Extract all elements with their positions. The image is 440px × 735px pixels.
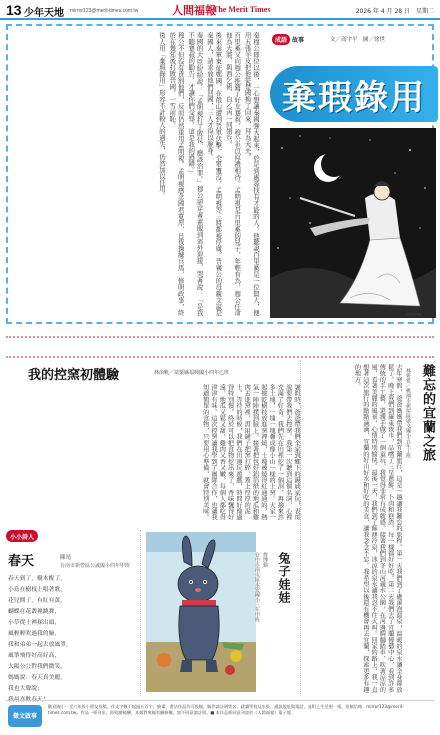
poem-line: 太陽公公對我們微笑， [8, 664, 66, 670]
drawing-author: 詹博倫 [262, 552, 268, 567]
story-paragraph: 百里奚又向穆公推薦了好友蹇叔，穆公也以厚禮相待。孟明視是百里奚的兒子，年輕有為，穆公任命他為大將，與西乞術、白乙丙一同領兵。 [224, 32, 242, 316]
category-chip: 成語 [272, 34, 290, 45]
essay-body: 去年寒假，爸爸媽媽帶我們到宜蘭旅行，這是一趟讓我難忘的旅程。第一天我們到了礁溪泡溫泉，溫暖的泉水讓全身都放鬆了。晚上我們到羅東夜市，品嚐了三星蔥餅、卜肉和糕渣，每一樣都好好吃。第二天我們去了宜蘭傳藝中心，看到許多傳統的手工藝，還親手做了一個童玩，我覺得非常有成就感。接著我們到冬山河親水公園，在河邊騎腳踏車，吹著涼涼的風，看著美麗的風景，心情特別愉快。最後一天，我們到了蘇澳冷泉，冰涼的泉水讓我忍不住大叫。回家的路上，我一直想著這次旅行的點點滴滴，宜蘭的好山好水和好吃的美食，讓我念念不忘。我希望以後還有機會再去宜蘭，探索更多有趣的地方。 [353, 364, 402, 693]
poem-line: 風輕輕吹過我的臉， [8, 631, 61, 637]
issue-date: 2026 年 4 月 28 日 星期二 [355, 8, 434, 15]
story-paragraph: 後人用「棄瑕錄用」形容不計較人的過失，仍然加以任用。 [157, 32, 166, 199]
notice-badge-line: 徵文 [12, 712, 25, 720]
notice-text: 歡迎國小一至六年級小朋友投稿，作文字數不超過五百字，繪畫、書法作品均可投稿，稿件請註明姓名、就讀學校及年級、通訊地址與電話，並附上生活照一張。投稿信箱：mirror123@merit-times.com.tw。作品一經刊出，即致贈稿酬，本報對來稿有刪修權，如不同意請註明。■ 本作品經同意刊登於《人間福報》電子報。 [48, 704, 404, 715]
poet-badge: 小小詩人 [6, 530, 38, 542]
banner-char: 園 [354, 342, 370, 356]
drawing-title: 兔子娃娃 [277, 552, 291, 604]
story-title: 棄瑕錄用 [270, 66, 438, 122]
idiom-story-section [6, 24, 434, 324]
poem-title: 春天 [8, 554, 35, 569]
poem-line: 小鳥在樹枝上唱著歌， [8, 587, 66, 593]
story-paragraph: 穆公不但沒有責罰他們，反而仍然重用孟明視。孟明視感念國君寬厚，日夜操練兵馬，修明政事，終於在幾年後打敗晉國，一雪前恥。 [168, 32, 185, 316]
poem-line: 我最喜歡春天！ [8, 697, 49, 703]
story-credit: 文／高宇平 圖／徐世 [330, 37, 386, 43]
masthead [0, 0, 440, 20]
story-paragraph: 後來秦軍東征鄭國，在殽山遭到晉軍伏擊，全軍覆沒，孟明視等三將都被俘虜。晉襄公的母親文嬴是秦國人，請求放他們回國，三人才得以脫身。 [205, 32, 223, 316]
story-category [272, 34, 304, 45]
story-body [12, 32, 260, 316]
column-divider [140, 530, 141, 696]
poem-line: 風箏飛得好高好高， [8, 653, 61, 659]
section-name: 少年天地 [24, 8, 64, 19]
poem-author: 陳靖 [60, 555, 72, 561]
notice-badge-line: 啟事 [25, 712, 38, 720]
poem-line: 花兒開了，有紅有黃， [8, 598, 66, 604]
rabbit-drawing [146, 532, 256, 692]
poem-line: 我也大聲說： [8, 686, 43, 692]
essay-title: 難忘的宜蘭之旅 [420, 364, 435, 462]
newspaper-logo: 人間福報 [172, 4, 216, 17]
essay-author: 林俞帆／苗栗縣福興國小四年乙班 [154, 370, 230, 376]
site-url[interactable]: mirror123@merit-times.com.tw [70, 8, 139, 14]
poem-line: 我和弟弟一起去放風箏， [8, 642, 72, 648]
poem-school: 台南市新營區公誠國小四年甲班 [60, 563, 131, 569]
notice-badge [8, 705, 42, 727]
story-paragraph: 秦國的大臣紛紛說：「孟明視打了敗仗，應該治罪。」穆公卻穿著素服到郊外迎接，哭著說：「是我不聽蹇叔的勸告，才讓你們受辱，這是我的過錯。」 [187, 32, 204, 316]
poem-line: 媽媽說：春天真美麗， [8, 675, 66, 681]
essay-body: 暑假時，爸爸帶我們全家到鄉下的親戚家玩，表哥說要帶我們去控窯。我第一次聽到這個名詞，心裡充滿了好奇。我們先在田裡挖了一個洞，再撿來許多土塊，一塊一塊疊成像小山一樣的土窯。大家一起撿乾樹枝放進窯裡燒，土塊被燒得紅通通的，熱氣一陣陣撲到臉上。接著把包好鋁箔紙的地瓜和雞肉丟進窯裡，再用鏟子把窯打碎，蓋上厚厚的泥土。等待的時候，我們在田邊玩遊戲，時間好像過得特別慢。終於可以把食物挖出來了，香味飄得好遠，地瓜又鬆又甜，雞肉又香又嫩，每個人都吃得津津有味。這次控窯讓我學到了團隊合作，也讓我知道簡單的食物，只要用心準備，就會特別美味。 [201, 384, 300, 521]
general-illustration [270, 128, 436, 318]
creative-garden-banner [6, 336, 434, 358]
page-number: 13 [6, 2, 22, 18]
essay-author: 林妍希／桃園市新屋區啟文國小五年丁班 [405, 368, 411, 458]
column-divider [300, 360, 301, 696]
poem-body [8, 574, 132, 706]
poem-line: 蝴蝶在花叢裡跳舞， [8, 609, 61, 615]
submission-notice [6, 700, 434, 730]
poem-line: 春天到了，樹木醒了， [8, 576, 66, 582]
banner-char: 花 [260, 342, 276, 356]
banner-char: 作 [160, 342, 176, 356]
poem-line: 小草從土裡探出頭， [8, 620, 61, 626]
essay-title: 我的控窯初體驗 [28, 368, 120, 383]
category-label: 故事 [292, 37, 305, 44]
banner-char: 創 [66, 342, 82, 356]
story-paragraph: 秦穆公即位以後，一心想讓秦國強大起來，於是到處尋找有才能的人。他聽說百里奚是一位賢人，便用五張羊皮把他從楚國換了回來，拜為大夫。 [243, 32, 260, 316]
illustrator-signature: yingfeng [406, 311, 422, 316]
drawing-school: 台中市南屯區永安國小三年甲班 [254, 552, 260, 622]
newspaper-logo-en: The Merit Times [213, 5, 271, 14]
